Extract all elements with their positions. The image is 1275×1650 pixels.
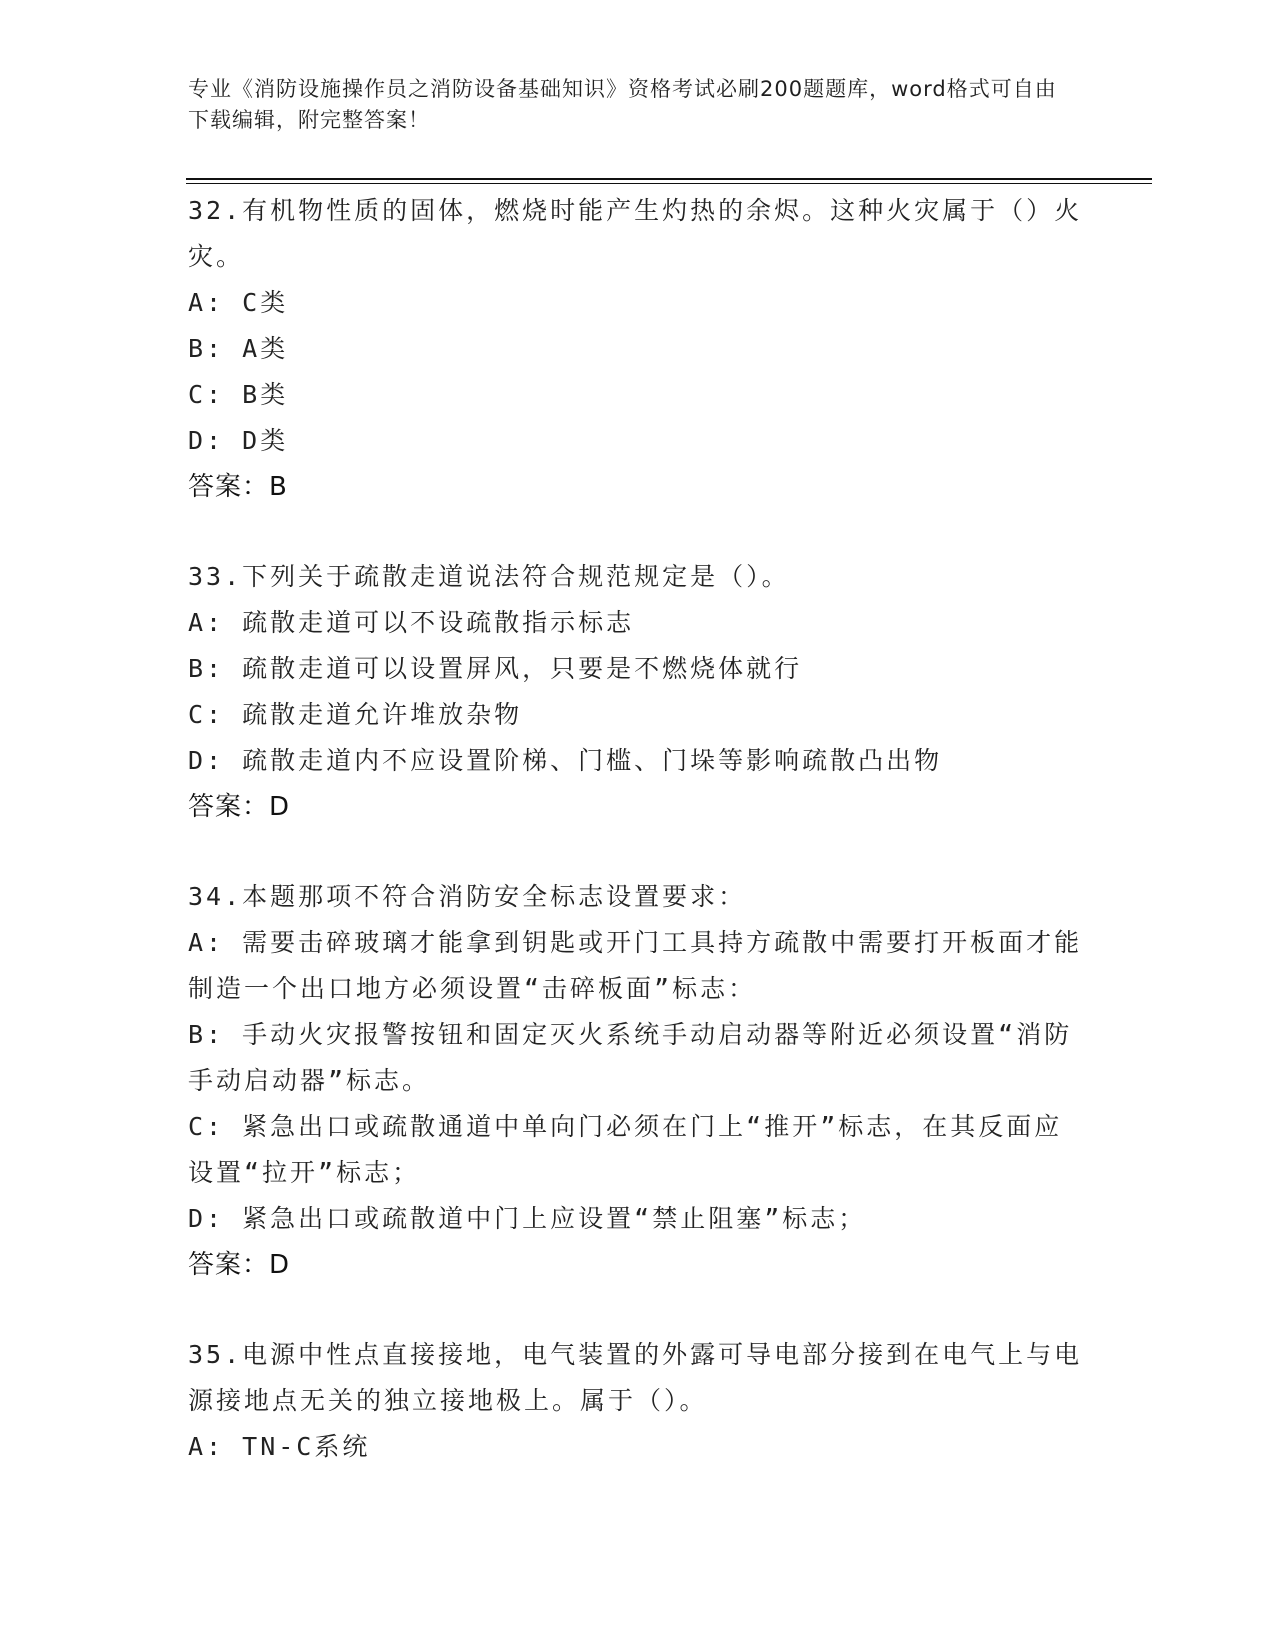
option-d: D: 紧急出口或疏散道中门上应设置“禁止阻塞”标志； (188, 1204, 867, 1233)
question-34 (188, 874, 1088, 1288)
option-a: A: 需要击碎玻璃才能拿到钥匙或开门工具持方疏散中需要打开板面才能制造一个出口地方必须设置“击碎板面”标志： (188, 928, 1083, 1003)
option-a: A: C类 (188, 288, 289, 317)
option-b: B: 疏散走道可以设置屏风，只要是不燃烧体就行 (188, 654, 803, 683)
answer-line: 答案：B (188, 472, 288, 502)
option-c: C: 紧急出口或疏散通道中单向门必须在门上“推开”标志，在其反面应设置“拉开”标志； (188, 1112, 1063, 1187)
question-stem: 34.本题那项不符合消防安全标志设置要求： (188, 882, 747, 911)
question-list (188, 188, 1088, 1470)
page-header: 专业《消防设施操作员之消防设备基础知识》资格考试必刷200题题库，word格式可自由下载编辑，附完整答案！ (188, 77, 1057, 132)
option-b: B: A类 (188, 334, 289, 363)
question-stem: 32.有机物性质的固体，燃烧时能产生灼热的余烬。这种火灾属于（）火灾。 (188, 196, 1083, 271)
answer-line: 答案：D (188, 792, 291, 822)
option-a: A: 疏散走道可以不设疏散指示标志 (188, 608, 635, 637)
question-32 (188, 188, 1088, 510)
header-rule-thin (186, 183, 1152, 184)
option-d: D: 疏散走道内不应设置阶梯、门槛、门垛等影响疏散凸出物 (188, 746, 943, 775)
question-stem: 33.下列关于疏散走道说法符合规范规定是（）。 (188, 562, 790, 591)
question-33 (188, 554, 1088, 830)
option-c: C: 疏散走道允许堆放杂物 (188, 700, 523, 729)
option-a: A: TN-C系统 (188, 1432, 371, 1461)
header-rule-thick (186, 178, 1152, 180)
question-stem: 35.电源中性点直接接地，电气装置的外露可导电部分接到在电气上与电源接地点无关的独立接地极上。属于（）。 (188, 1340, 1083, 1415)
option-b: B: 手动火灾报警按钮和固定灭火系统手动启动器等附近必须设置“消防手动启动器”标志。 (188, 1020, 1073, 1095)
option-c: C: B类 (188, 380, 289, 409)
question-35 (188, 1332, 1088, 1470)
answer-line: 答案：D (188, 1250, 291, 1280)
option-d: D: D类 (188, 426, 289, 455)
